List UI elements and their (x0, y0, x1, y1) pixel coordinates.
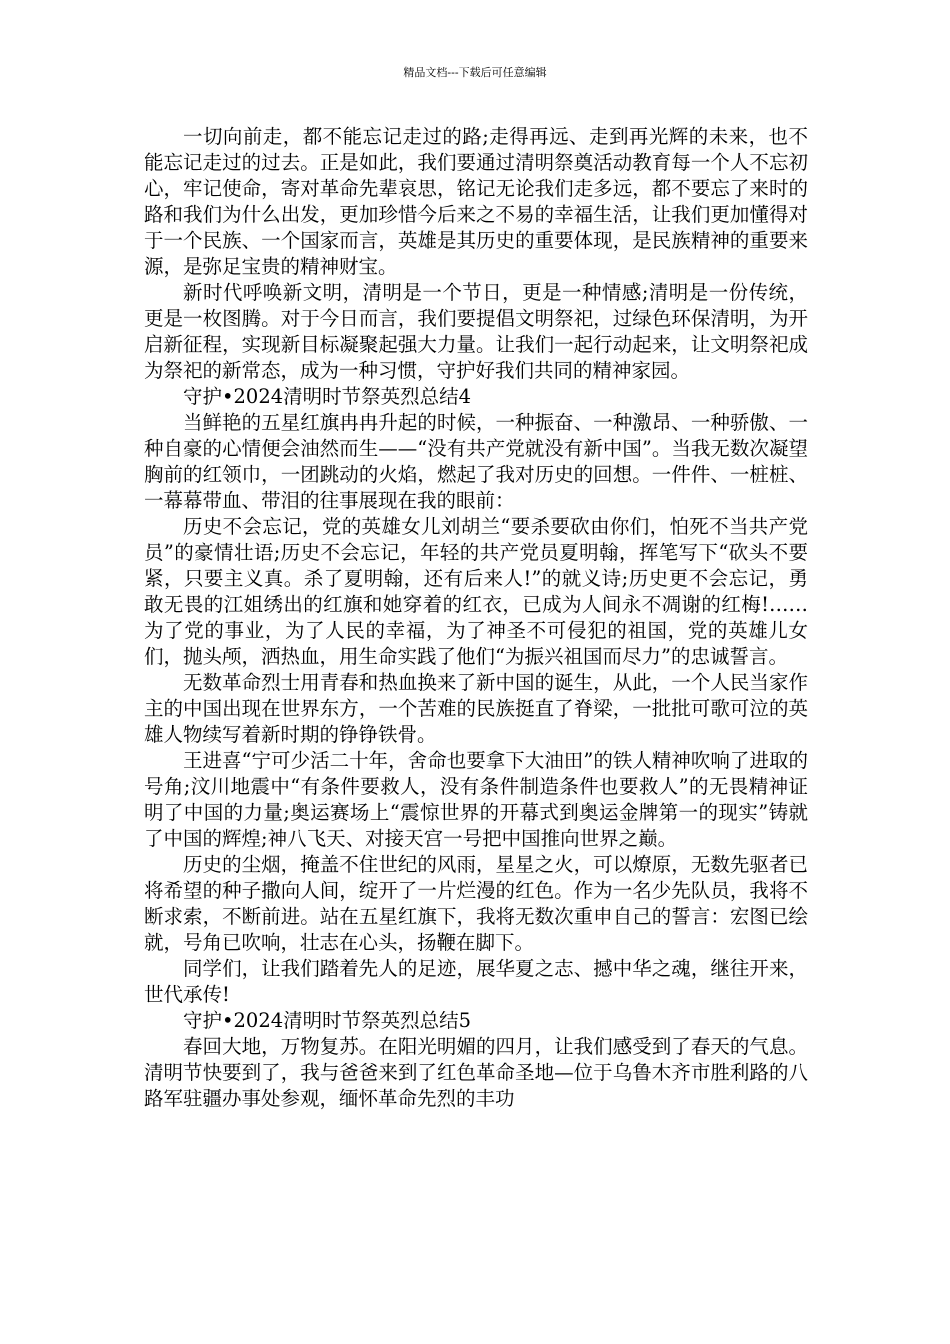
paragraph: 一切向前走，都不能忘记走过的路;走得再远、走到再光辉的未来，也不能忘记走过的过去。正是如此，我们要通过清明祭奠活动教育每一个人不忘初心，牢记使命，寄对革命先辈哀思，铭记无论我们走多远，都不要忘了来时的路和我们为什么出发，更加珍惜今后来之不易的幸福生活，让我们更加懂得对于一个民族、一个国家而言，英雄是其历史的重要体现，是民族精神的重要来源，是弥足宝贵的精神财宝。 (144, 125, 808, 278)
page-header: 精品文档---下载后可任意编辑 (403, 66, 547, 79)
paragraph: 当鲜艳的五星红旗冉冉升起的时候，一种振奋、一种激昂、一种骄傲、一种自豪的心情便会油然而生——“没有共产党就没有新中国”。当我无数次凝望胸前的红领巾，一团跳动的火焰，燃起了我对历史的回想。一件件、一桩桩、一幕幕带血、带泪的往事展现在我的眼前： (144, 411, 808, 512)
paragraph: 王进喜“宁可少活二十年，舍命也要拿下大油田”的铁人精神吹响了进取的号角;汶川地震中“有条件要救人，没有条件制造条件也要救人”的无畏精神证明了中国的力量;奥运赛场上“震惊世界的开幕式到奥运金牌第一的现实”铸就了中国的辉煌;神八飞天、对接天宫一号把中国推向世界之巅。 (144, 749, 808, 850)
section-heading: 守护•2024清明时节祭英烈总结5 (183, 1009, 472, 1032)
paragraph: 新时代呼唤新文明，清明是一个节日，更是一种情感;清明是一份传统，更是一枚图腾。对于今日而言，我们要提倡文明祭祀，过绿色环保清明，为开启新征程，实现新目标凝聚起强大力量。让我们一起行动起来，让文明祭祀成为祭祀的新常态，成为一种习惯，守护好我们共同的精神家园。 (144, 281, 808, 382)
document-body (144, 124, 808, 1112)
paragraph: 同学们，让我们踏着先人的足迹，展华夏之志、撼中华之魂，继往开来，世代承传! (144, 957, 808, 1006)
paragraph: 春回大地，万物复苏。在阳光明媚的四月，让我们感受到了春天的气息。清明节快要到了，我与爸爸来到了红色革命圣地—位于乌鲁木齐市胜利路的八路军驻疆办事处参观，缅怀革命先烈的丰功 (144, 1035, 808, 1110)
paragraph: 历史的尘烟，掩盖不住世纪的风雨，星星之火，可以燎原，无数先驱者已将希望的种子撒向人间，绽开了一片烂漫的红色。作为一名少先队员，我将不断求索，不断前进。站在五星红旗下，我将无数次重申自己的誓言：宏图已绘就，号角已吹响，壮志在心头，扬鞭在脚下。 (144, 853, 808, 954)
section-heading: 守护•2024清明时节祭英烈总结4 (183, 385, 472, 408)
paragraph: 无数革命烈士用青春和热血换来了新中国的诞生，从此，一个人民当家作主的中国出现在世界东方，一个苦难的民族挺直了脊梁，一批批可歌可泣的英雄人物续写着新时期的铮铮铁骨。 (144, 671, 808, 746)
paragraph: 历史不会忘记，党的英雄女儿刘胡兰“要杀要砍由你们，怕死不当共产党员”的豪情壮语;历史不会忘记，年轻的共产党员夏明翰，挥笔写下“砍头不要紧，只要主义真。杀了夏明翰，还有后来人!”的就义诗;历史更不会忘记，勇敢无畏的江姐绣出的红旗和她穿着的红衣，已成为人间永不凋谢的红梅!……为了党的事业，为了人民的幸福，为了神圣不可侵犯的祖国，党的英雄儿女们，抛头颅，洒热血，用生命实践了他们“为振兴祖国而尽力”的忠诚誓言。 (144, 515, 808, 668)
